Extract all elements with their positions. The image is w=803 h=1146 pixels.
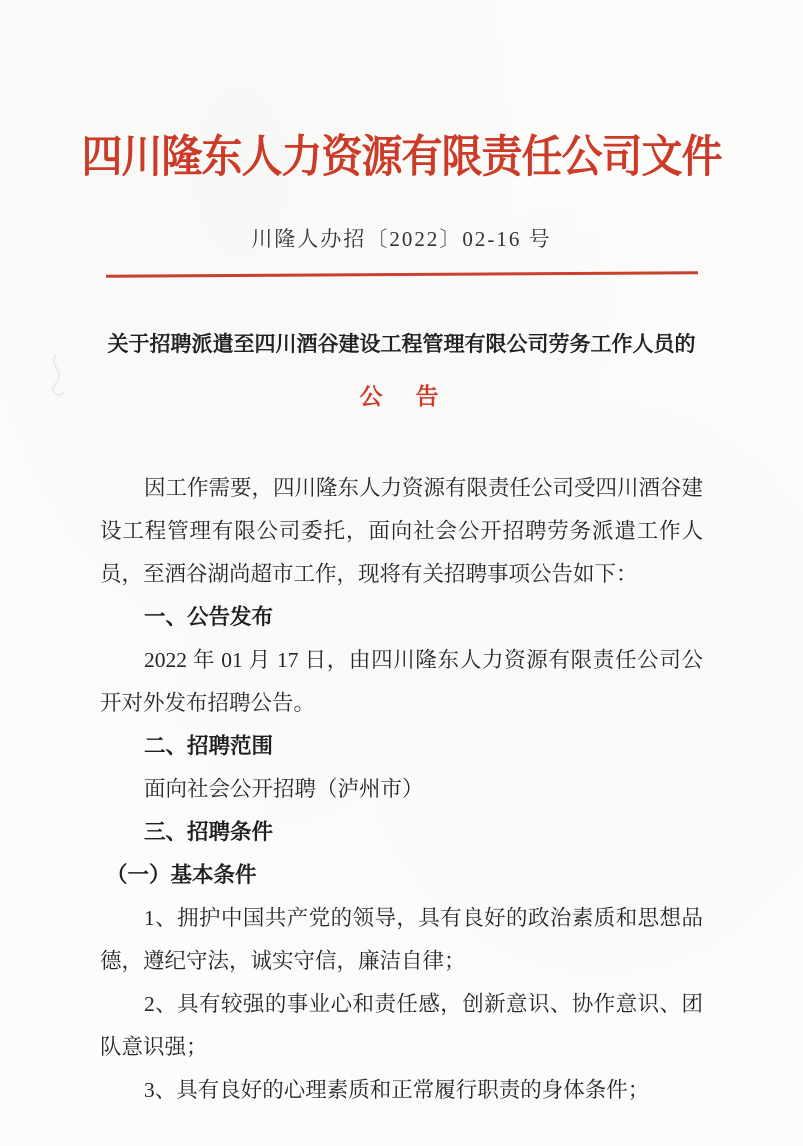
letterhead-title: 四川隆东人力资源有限责任公司文件: [81, 131, 722, 182]
section-heading-recruit-scope: 二、招聘范围: [144, 734, 274, 758]
paragraph-recruit-scope: 面向社会公开招聘（泸州市）: [144, 777, 424, 801]
document-body: [100, 467, 703, 1112]
subject-title: 关于招聘派遣至四川酒谷建设工程管理有限公司劳务工作人员的: [107, 333, 696, 356]
section-heading-requirements: 三、招聘条件: [144, 820, 274, 844]
notice-title: 公 告: [359, 383, 444, 409]
section-heading-announcement: 一、公告发布: [144, 605, 274, 629]
scan-artifact-scribble: [38, 348, 92, 412]
paragraph-requirement-3: 3、具有良好的心理素质和正常履行职责的身体条件；: [144, 1078, 650, 1102]
paragraph-announcement-date: 2022 年 01 月 17 日，由四川隆东人力资源有限责任公司公开对外发布招聘公告。: [100, 648, 703, 715]
paragraph-requirement-1: 1、拥护中国共产党的领导，具有良好的政治素质和思想品德，遵纪守法，诚实守信，廉洁自律；: [100, 906, 703, 973]
document-number: 川隆人办招〔2022〕02-16 号: [251, 227, 552, 251]
paragraph-requirement-2: 2、具有较强的事业心和责任感，创新意识、协作意识、团队意识强；: [100, 992, 703, 1059]
subsection-basic-requirements: （一）基本条件: [106, 863, 257, 887]
paragraph-intro: 因工作需要，四川隆东人力资源有限责任公司受四川酒谷建设工程管理有限公司委托，面向社会公开招聘劳务派遣工作人员，至酒谷湖尚超市工作，现将有关招聘事项公告如下：: [100, 476, 704, 586]
red-divider-line: [105, 271, 697, 278]
